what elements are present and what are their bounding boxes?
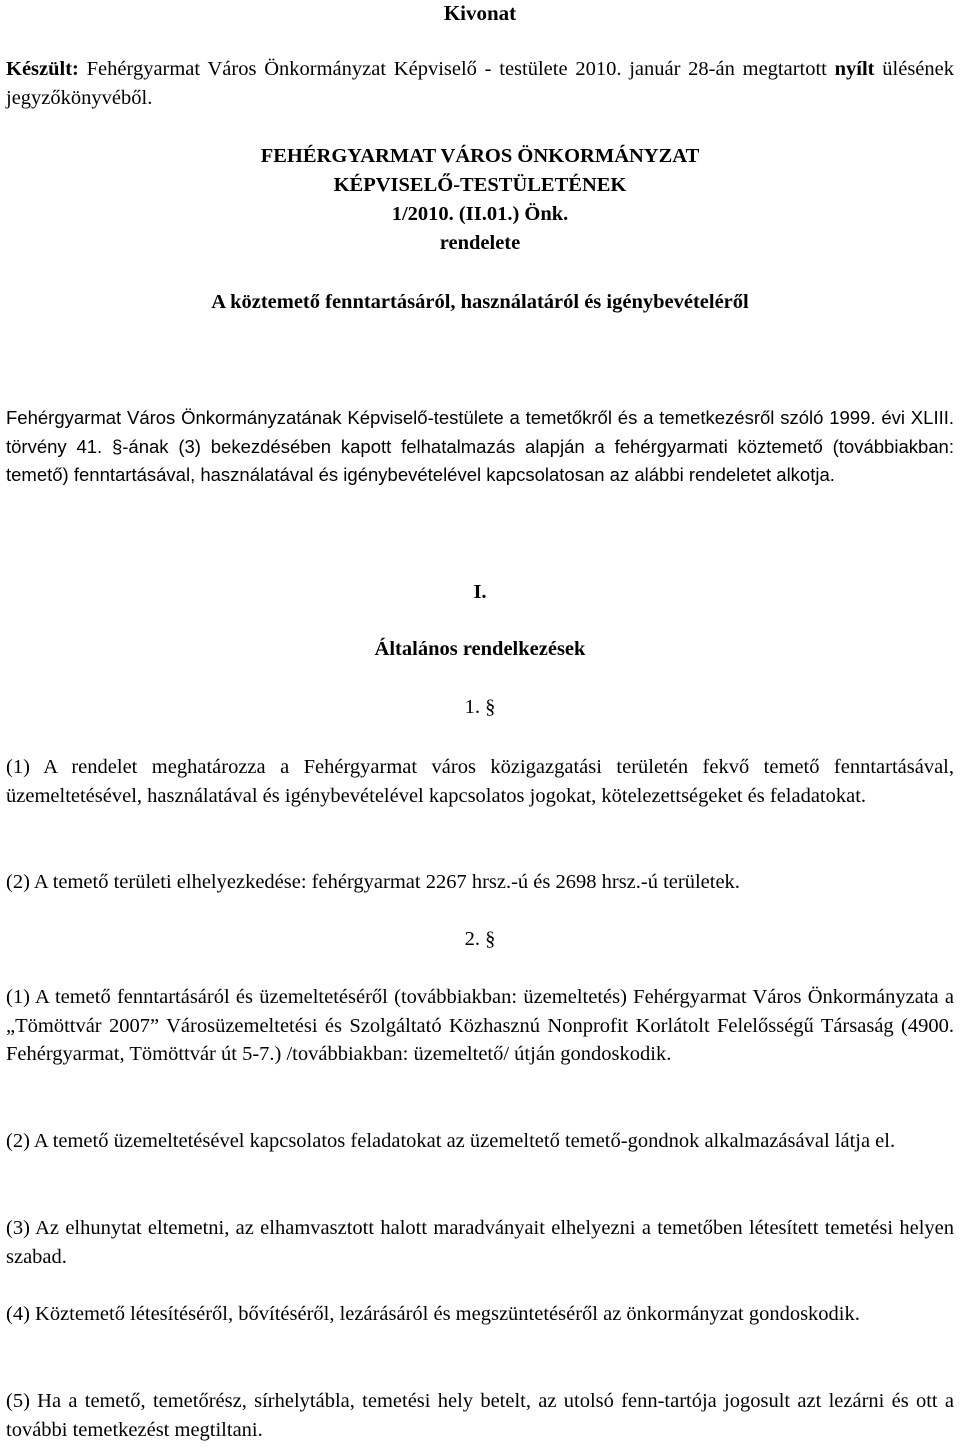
heading-line-1: FEHÉRGYARMAT VÁROS ÖNKORMÁNYZAT	[260, 145, 700, 167]
made-line	[6, 55, 954, 112]
section-paragraph: (2) A temető üzemeltetésével kapcsolatos feladatokat az üzemeltető temető-gondnok alkalmazásával látja el.	[6, 1130, 896, 1152]
preamble: Fehérgyarmat Város Önkormányzatának Képviselő-testülete a temetőkről és a temetkezésről szóló 1999. évi XLIII. törvény 41. §-ának (3) bekezdésében kapott felhatalmazás alapján a fehérgyarmati köztemető (továbbiakban: temető) fenntartásával, használatával és igénybevételével kapcsolatosan az alábbi rendeletet alkotja.	[6, 407, 954, 485]
document-subject: A köztemető fenntartásáról, használatáról és igénybevételéről	[211, 291, 749, 313]
section-number: 2. §	[464, 928, 496, 950]
heading-line-4: rendelete	[439, 232, 521, 254]
section-paragraph: (4) Köztemető létesítéséről, bővítéséről, lezárásáról és megszüntetéséről az önkormányzat gondoskodik.	[6, 1303, 860, 1325]
section-paragraph: (1) A rendelet meghatározza a Fehérgyarmat város közigazgatási területén fekvő temető fenntartásával, üzemeltetésével, használatával és igénybevételével kapcsolatos jogokat, kötelezettségeket és feladatokat.	[6, 756, 954, 807]
heading-line-2: KÉPVISELŐ-TESTÜLETÉNEK	[333, 174, 627, 196]
section-paragraph: (2) A temető területi elhelyezkedése: fehérgyarmat 2267 hrsz.-ú és 2698 hrsz.-ú területek.	[6, 871, 740, 893]
made-text-1: Fehérgyarmat Város Önkormányzat Képviselő - testülete 2010. január 28-án megtartott	[78, 58, 835, 80]
made-label: Készült:	[6, 58, 79, 80]
section-paragraph: (1) A temető fenntartásáról és üzemeltetéséről (továbbiakban: üzemeltetés) Fehérgyarmat Város Önkormányzata a „Tömöttvár 2007” Városüzemeltetési és Szolgáltató Közhasznú Nonprofit Korlátolt Felelősségű Társaság (4900. Fehérgyarmat, Tömöttvár út 5-7.) /továbbiakban: üzemeltető/ útján gondoskodik.	[6, 986, 954, 1065]
chapter-title: Általános rendelkezések	[374, 638, 586, 660]
section-paragraph: (5) Ha a temető, temetőrész, sírhelytábla, temetési hely betelt, az utolsó fenn-tartója jogosult azt lezárni és ott a további temetkezést megtiltani.	[6, 1390, 954, 1441]
chapter-number: I.	[473, 581, 487, 603]
made-bold-word: nyílt	[834, 58, 875, 80]
section-paragraph: (3) Az elhunytat eltemetni, az elhamvasztott halott maradványait elhelyezni a temetőben létesített temetési helyen szabad.	[6, 1217, 954, 1268]
section-number: 1. §	[464, 696, 496, 718]
made-text-2: ülésének jegyzőkönyvéből.	[6, 58, 954, 109]
document-title: Kivonat	[443, 1, 517, 25]
heading-line-3: 1/2010. (II.01.) Önk.	[391, 203, 569, 225]
